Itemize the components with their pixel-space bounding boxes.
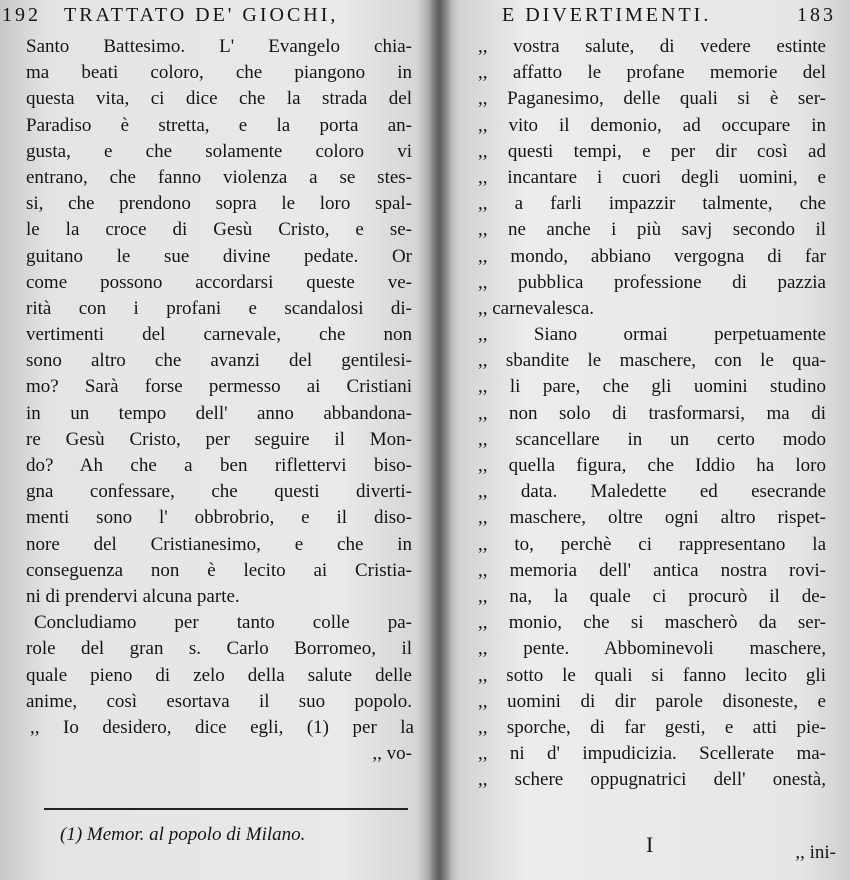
text-line: nore del Cristianesimo, e che in: [26, 533, 412, 555]
page-number-left: 192: [2, 4, 41, 26]
text-line: ,, vostra salute, di vedere estinte: [478, 36, 826, 57]
text-line: gusta, e che solamente coloro vi: [26, 140, 412, 162]
text-line: ,, ne anche i più savj secondo il: [478, 219, 826, 241]
text-line: ,, na, la quale ci procurò il de-: [478, 585, 826, 607]
text-line: re Gesù Cristo, per seguire il Mon-: [26, 428, 412, 450]
text-line: vertimenti del carnevale, che non: [26, 324, 412, 346]
text-line: questa vita, ci dice che la strada del: [26, 88, 412, 110]
text-line: ,, a farli impazzir talmente, che: [478, 193, 826, 215]
text-line: come possono accordarsi queste ve-: [26, 271, 412, 293]
text-line: ,, memoria dell' antica nostra rovi-: [478, 559, 826, 581]
text-line: gna confessare, che questi diverti-: [26, 481, 412, 503]
text-line: entrano, che fanno violenza a se stes-: [26, 166, 412, 188]
text-line: ,, carnevalesca.: [478, 297, 595, 319]
footnote-rule: [44, 808, 408, 810]
running-head-left: [0, 4, 436, 30]
text-line: ,, monio, che si mascherò da ser-: [478, 612, 826, 634]
text-line: le la croce di Gesù Cristo, e se-: [26, 219, 412, 241]
text-line: ,, data. Maledette ed esecrande: [478, 481, 826, 503]
text-line: ,, mondo, abbiano vergogna di far: [478, 245, 826, 267]
page-number-right: 183: [797, 4, 836, 26]
quote-line: ,, Io desidero, dice egli, (1) per la: [30, 716, 414, 738]
text-line: ni di prendervi alcuna parte.: [26, 585, 240, 607]
paragraph-start-line: Concludiamo per tanto colle pa-: [34, 612, 412, 634]
text-line: ,, quella figura, che Iddio ha loro: [478, 455, 826, 476]
text-line: si, che prendono sopra le loro spal-: [26, 193, 412, 215]
text-line: ,, Paganesimo, delle quali si è ser-: [478, 88, 826, 110]
catchword-left: ,, vo-: [372, 743, 412, 765]
right-page: [446, 0, 850, 880]
text-line: ,, sporche, di far gesti, e atti pie-: [478, 716, 826, 738]
text-line: sono altro che avanzi del gentilesi-: [26, 350, 412, 372]
signature-mark: I: [646, 832, 654, 857]
text-line: role del gran s. Carlo Borromeo, il: [26, 638, 412, 660]
text-line: guitano le sue divine pedate. Or: [26, 245, 412, 267]
text-line: ,, sbandite le maschere, con le qua-: [478, 350, 826, 372]
text-line: ,, scancellare in un certo modo: [478, 428, 826, 450]
text-line: ,, schere oppugnatrici dell' onestà,: [478, 769, 826, 791]
text-line: rità con i profani e scandalosi di-: [26, 297, 412, 319]
paragraph-start-line: ,, Siano ormai perpetuamente: [478, 324, 826, 346]
text-line: ma beati coloro, che piangono in: [26, 62, 412, 84]
text-line: conseguenza non è lecito ai Cristia-: [26, 559, 412, 581]
text-line: quale pieno di zelo della salute delle: [26, 664, 412, 686]
text-line: ,, vito il demonio, ad occupare in: [478, 114, 826, 136]
text-line: ,, maschere, oltre ogni altro rispet-: [478, 507, 826, 529]
text-line: ,, questi tempi, e per dir così ad: [478, 140, 826, 162]
text-line: do? Ah che a ben riflettervi biso-: [26, 455, 412, 476]
left-body-text: [0, 34, 436, 767]
text-line: ,, uomini di dir parole disoneste, e: [478, 690, 826, 712]
text-line: ,, li pare, che gli uomini studino: [478, 376, 826, 398]
text-line: anime, così esortava il suo popolo.: [26, 690, 412, 712]
text-line: ,, sotto le quali si fanno lecito gli: [478, 664, 826, 686]
text-line: in un tempo dell' anno abbandona-: [26, 402, 412, 424]
running-head-title-right: E DIVERTIMENTI.: [502, 4, 712, 26]
text-line: ,, ni d' impudicizia. Scellerate ma-: [478, 743, 826, 765]
text-line: Santo Battesimo. L' Evangelo chia-: [26, 36, 412, 57]
text-line: ,, to, perchè ci rappresentano la: [478, 533, 826, 555]
text-line: ,, non solo di trasformarsi, ma di: [478, 402, 826, 424]
footnote: (1) Memor. al popolo di Milano.: [60, 824, 306, 845]
text-line: ,, incantare i cuori degli uomini, e: [478, 166, 826, 188]
text-line: Paradiso è stretta, e la porta an-: [26, 114, 412, 136]
text-line: ,, pubblica professione di pazzia: [478, 271, 826, 293]
text-line: ,, pente. Abbominevoli maschere,: [478, 638, 826, 660]
running-head-title-left: TRATTATO DE' GIOCHI,: [64, 4, 339, 26]
text-line: ,, affatto le profane memorie del: [478, 62, 826, 84]
text-line: menti sono l' obbrobrio, e il diso-: [26, 507, 412, 529]
catchword-right: ,, ini-: [795, 842, 836, 863]
running-head-right: [446, 4, 850, 30]
right-body-text: [446, 34, 850, 793]
text-line: mo? Sarà forse permesso ai Cristiani: [26, 376, 412, 398]
